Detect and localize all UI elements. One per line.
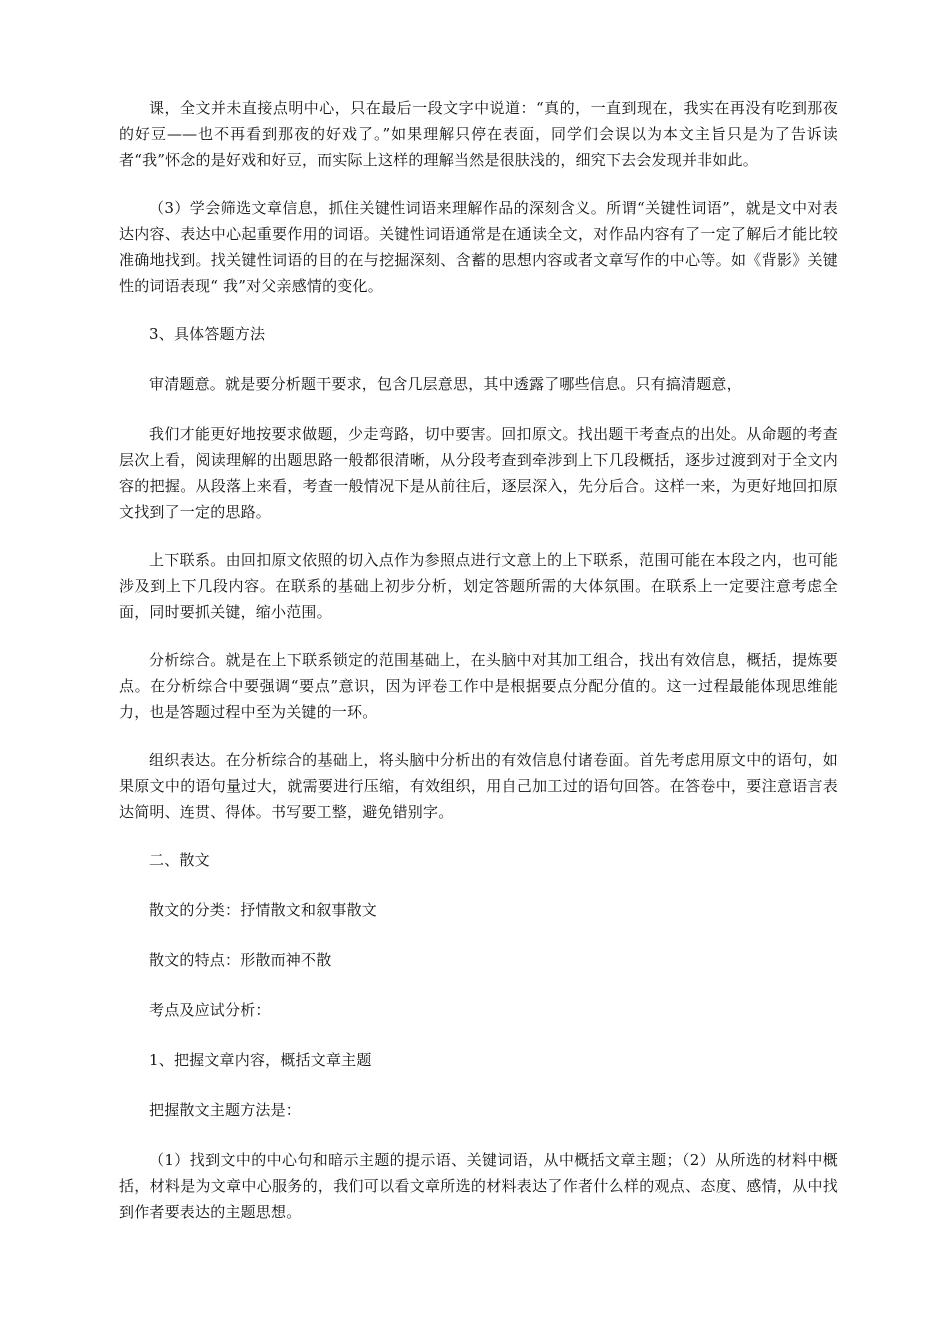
paragraph-prose-types: 散文的分类：抒情散文和叙事散文 <box>149 901 378 919</box>
section-heading-prose: 二、散文 <box>149 851 210 869</box>
section-heading-answer-method: 3、具体答题方法 <box>149 325 266 343</box>
paragraph-exam-analysis: 考点及应试分析： <box>149 1001 271 1019</box>
paragraph-continuation: 课，全文并未直接点明中心，只在最后一段文字中说道：“真的，一直到现在，我实在再没有吃到那夜的好豆——也不再看到那夜的好戏了。”如果理解只停在表面，同学们会误以为本文主旨只是为了告诉读者“我”怀念的是好戏和好豆，而实际上这样的理解当然是很肤浅的，细究下去会发现并非如此。 <box>119 99 838 169</box>
paragraph-analysis: 分析综合。就是在上下联系锁定的范围基础上，在头脑中对其加工组合，找出有效信息，概括，提炼要点。在分析综合中要强调“要点”意识，因为评卷工作中是根据要点分配分值的。这一过程最能体现思维能力，也是答题过程中至为关键的一环。 <box>119 651 838 721</box>
paragraph-prose-features: 散文的特点：形散而神不散 <box>149 951 332 969</box>
section-heading-theme: 1、把握文章内容，概括文章主题 <box>149 1051 372 1069</box>
paragraph-theme-method: 把握散文主题方法是： <box>149 1101 302 1119</box>
paragraph-read-question: 审清题意。就是要分析题干要求，包含几层意思，其中透露了哪些信息。只有搞清题意， <box>149 375 742 393</box>
paragraph-key-words: （3）学会筛选文章信息，抓住关键性词语来理解作品的深刻含义。所谓“关键性词语”，就是文中对表达内容、表达中心起重要作用的词语。关键性词语通常是在通读全文，对作品内容有了一定了解后才能比较准确地找到。找关键性词语的目的在与挖掘深刻、含蓄的思想内容或者文章写作的中心等。如《背影》关键性的词语表现“ 我”对父亲感情的变化。 <box>119 199 838 295</box>
paragraph-context-link: 上下联系。由回扣原文依照的切入点作为参照点进行文意上的上下联系，范围可能在本段之内，也可能涉及到上下几段内容。在联系的基础上初步分析，划定答题所需的大体氛围。在联系上一定要注意考虑全面，同时要抓关键，缩小范围。 <box>119 551 838 621</box>
paragraph-expression: 组织表达。在分析综合的基础上，将头脑中分析出的有效信息付诸卷面。首先考虑用原文中的语句，如果原文中的语句量过大，就需要进行压缩，有效组织，用自己加工过的语句回答。在答卷中，要注意语言表达简明、连贯、得体。书写要工整，避免错别字。 <box>119 751 838 821</box>
paragraph-theme-steps: （1）找到文中的中心句和暗示主题的提示语、关键词语，从中概括文章主题；（2）从所选的材料中概括，材料是为文章中心服务的，我们可以看文章所选的材料表达了作者什么样的观点、态度、感情，从中找到作者要表达的主题思想。 <box>119 1151 838 1221</box>
paragraph-refer-text: 我们才能更好地按要求做题，少走弯路，切中要害。回扣原文。找出题干考查点的出处。从命题的考查层次上看，阅读理解的出题思路一般都很清晰，从分段考查到牵涉到上下几段概括，逐步过渡到对于全文内容的把握。从段落上来看，考查一般情况下是从前往后，逐层深入，先分后合。这样一来，为更好地回扣原文找到了一定的思路。 <box>119 425 838 521</box>
